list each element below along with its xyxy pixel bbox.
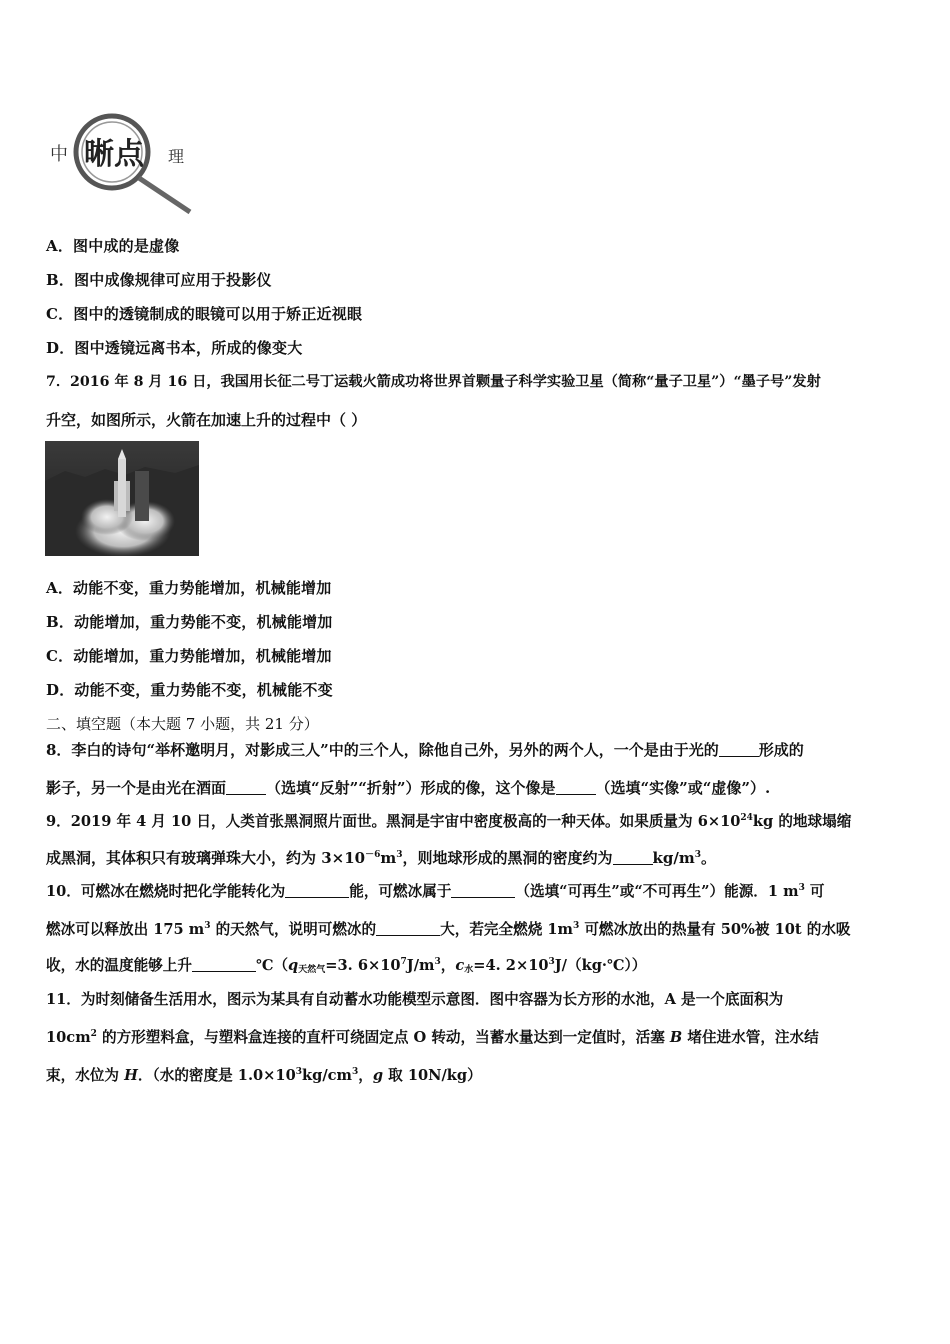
q8-text-1b: 形成的 bbox=[758, 741, 804, 759]
q9-text-2c: ，则地球形成的黑洞的密度约为 bbox=[402, 849, 613, 867]
q8-text-1a: 8．李白的诗句“举杯邀明月，对影成三人”中的三个人，除他自己外，另外的两个人，一个是由于光的 bbox=[46, 741, 719, 759]
q10-exp-3: 3 bbox=[572, 921, 580, 931]
q6-option-a: A．图中成的是虚像 bbox=[46, 237, 180, 255]
q9-text-1b: kg 的地球塌缩 bbox=[752, 813, 852, 830]
q11-var-h: H bbox=[124, 1067, 138, 1084]
q10-text-2a: 燃冰可以释放出 175 m bbox=[46, 921, 205, 938]
q11-text-3b: ．（水的密度是 1.0×10 bbox=[137, 1067, 296, 1084]
q10-text-3e: ， bbox=[440, 957, 456, 974]
q11-var-b: B bbox=[669, 1029, 683, 1046]
q7-option-d: D．动能不变，重力势能不变，机械能不变 bbox=[46, 681, 333, 699]
magnifier-figure bbox=[44, 98, 200, 218]
q11-var-g: g bbox=[372, 1067, 384, 1084]
q6-option-d: D．图中透镜远离书本，所成的像变大 bbox=[46, 339, 303, 357]
q9-text-1a: 9．2019 年 4 月 10 日，人类首张黑洞照片面世。黑洞是宇宙中密度极高的一种天体。如果质量为 6×10 bbox=[46, 813, 741, 830]
q6-option-b: B．图中成像规律可应用于投影仪 bbox=[46, 271, 272, 289]
q8-blank-1[interactable] bbox=[719, 742, 759, 757]
q10-var-c: c bbox=[455, 957, 465, 974]
q11-exp-1: 2 bbox=[90, 1029, 97, 1039]
q10-line3 bbox=[46, 956, 908, 976]
q11-line2 bbox=[46, 1028, 908, 1048]
q10-blank-3[interactable] bbox=[376, 921, 440, 936]
q9-text-2d: kg/m bbox=[652, 849, 695, 867]
q10-exp-4: 7 bbox=[400, 957, 407, 967]
q9-exp-2: －6 bbox=[365, 850, 381, 860]
rocket-launch-photo bbox=[45, 441, 199, 556]
q11-text-2b: 的方形塑料盒，与塑料盒连接的直杆可绕固定点 O 转动，当蓄水量达到一定值时，活塞 bbox=[96, 1029, 670, 1046]
mag-left-char: 中 bbox=[50, 144, 68, 165]
q10-text-1d: 可 bbox=[804, 883, 825, 900]
q8-blank-2[interactable] bbox=[226, 780, 266, 795]
q10-text-3d: J/m bbox=[406, 957, 435, 974]
q10-text-3f: =4. 2×10 bbox=[473, 957, 549, 974]
q10-text-1c: （选填“可再生”或“不可再生”）能源．1 m bbox=[515, 883, 799, 900]
q7-option-b: B．动能增加，重力势能不变，机械能增加 bbox=[46, 613, 333, 631]
q11-line1: 11．为时刻储备生活用水，图示为某具有自动蓄水功能模型示意图．图中容器为长方形的水池，A 是一个底面积为 bbox=[46, 991, 784, 1008]
q11-text-3c: kg/cm bbox=[302, 1067, 352, 1084]
q9-text-2b: m bbox=[380, 849, 397, 867]
q8-text-2c: （选填“实像”或“虚像”）. bbox=[595, 779, 771, 797]
q11-exp-2: 3 bbox=[295, 1067, 302, 1077]
q10-text-3g: J/（kg·℃）） bbox=[554, 957, 647, 974]
q11-text-2a: 10cm bbox=[46, 1029, 91, 1046]
q11-line3 bbox=[46, 1066, 908, 1086]
q6-option-c: C．图中的透镜制成的眼镜可以用于矫正近视眼 bbox=[46, 305, 363, 323]
section2-heading: 二、填空题（本大题 7 小题，共 21 分） bbox=[46, 715, 319, 733]
q11-text-3e: 取 10N/kg） bbox=[383, 1067, 482, 1084]
q7-stem-line1: 7．2016 年 8 月 16 日，我国用长征二号丁运载火箭成功将世界首颗量子科学实验卫星（简称“量子卫星”）“墨子号”发射 bbox=[46, 374, 821, 390]
q10-text-1b: 能，可燃冰属于 bbox=[349, 883, 452, 900]
q10-text-3c: =3. 6×10 bbox=[325, 957, 401, 974]
q10-exp-6: 3 bbox=[548, 957, 555, 967]
mag-right-char: 理 bbox=[168, 147, 185, 166]
q10-var-q: q bbox=[288, 957, 299, 974]
q10-exp-1: 3 bbox=[798, 883, 805, 893]
q10-sub-2: 水 bbox=[464, 965, 474, 975]
q7-stem-line2: 升空，如图所示，火箭在加速上升的过程中（ ） bbox=[46, 411, 367, 429]
q8-line1 bbox=[46, 740, 908, 760]
q10-text-2c: 大，若完全燃烧 1m bbox=[440, 921, 573, 938]
q10-text-2b: 的天然气，说明可燃冰的 bbox=[210, 921, 377, 938]
q7-option-a: A．动能不变，重力势能增加，机械能增加 bbox=[46, 579, 332, 597]
q11-exp-3: 3 bbox=[351, 1067, 359, 1077]
q10-line1 bbox=[46, 882, 908, 902]
q10-exp-5: 3 bbox=[434, 957, 441, 967]
q10-blank-1[interactable] bbox=[285, 883, 349, 898]
q9-line1 bbox=[46, 812, 908, 832]
q10-text-1a: 10．可燃冰在燃烧时把化学能转化为 bbox=[46, 883, 286, 900]
q10-text-2d: 可燃冰放出的热量有 50%被 10t 的水吸 bbox=[579, 921, 851, 938]
q10-exp-2: 3 bbox=[204, 921, 211, 931]
q11-text-2c: 堵住进水管，注水结 bbox=[682, 1029, 819, 1046]
q10-blank-4[interactable] bbox=[192, 957, 256, 972]
q9-exp-4: 3 bbox=[694, 850, 702, 860]
q10-text-3a: 收，水的温度能够上升 bbox=[46, 957, 192, 974]
q9-text-2a: 成黑洞，其体积只有玻璃弹珠大小，约为 3×10 bbox=[46, 849, 366, 867]
q11-text-3d: ， bbox=[358, 1067, 373, 1084]
q10-line2 bbox=[46, 920, 908, 940]
q9-exp-3: 3 bbox=[396, 850, 403, 860]
q7-option-c: C．动能增加，重力势能增加，机械能增加 bbox=[46, 647, 332, 665]
q9-text-2e: 。 bbox=[701, 849, 717, 867]
q8-blank-3[interactable] bbox=[556, 780, 596, 795]
q9-line2 bbox=[46, 848, 908, 868]
q9-exp-1: 24 bbox=[740, 813, 753, 823]
q10-text-3b: ℃（ bbox=[255, 957, 289, 974]
q8-line2 bbox=[46, 778, 908, 798]
q8-text-2a: 影子，另一个是由光在酒面 bbox=[46, 779, 227, 797]
q9-blank[interactable] bbox=[613, 850, 653, 865]
q11-text-3a: 束，水位为 bbox=[46, 1067, 125, 1084]
mag-center-text: 晰点 bbox=[84, 137, 144, 172]
q10-sub-1: 天然气 bbox=[298, 965, 326, 975]
q10-blank-2[interactable] bbox=[451, 883, 515, 898]
q8-text-2b: （选填“反射”“折射”）形成的像，这个像是 bbox=[266, 779, 556, 797]
